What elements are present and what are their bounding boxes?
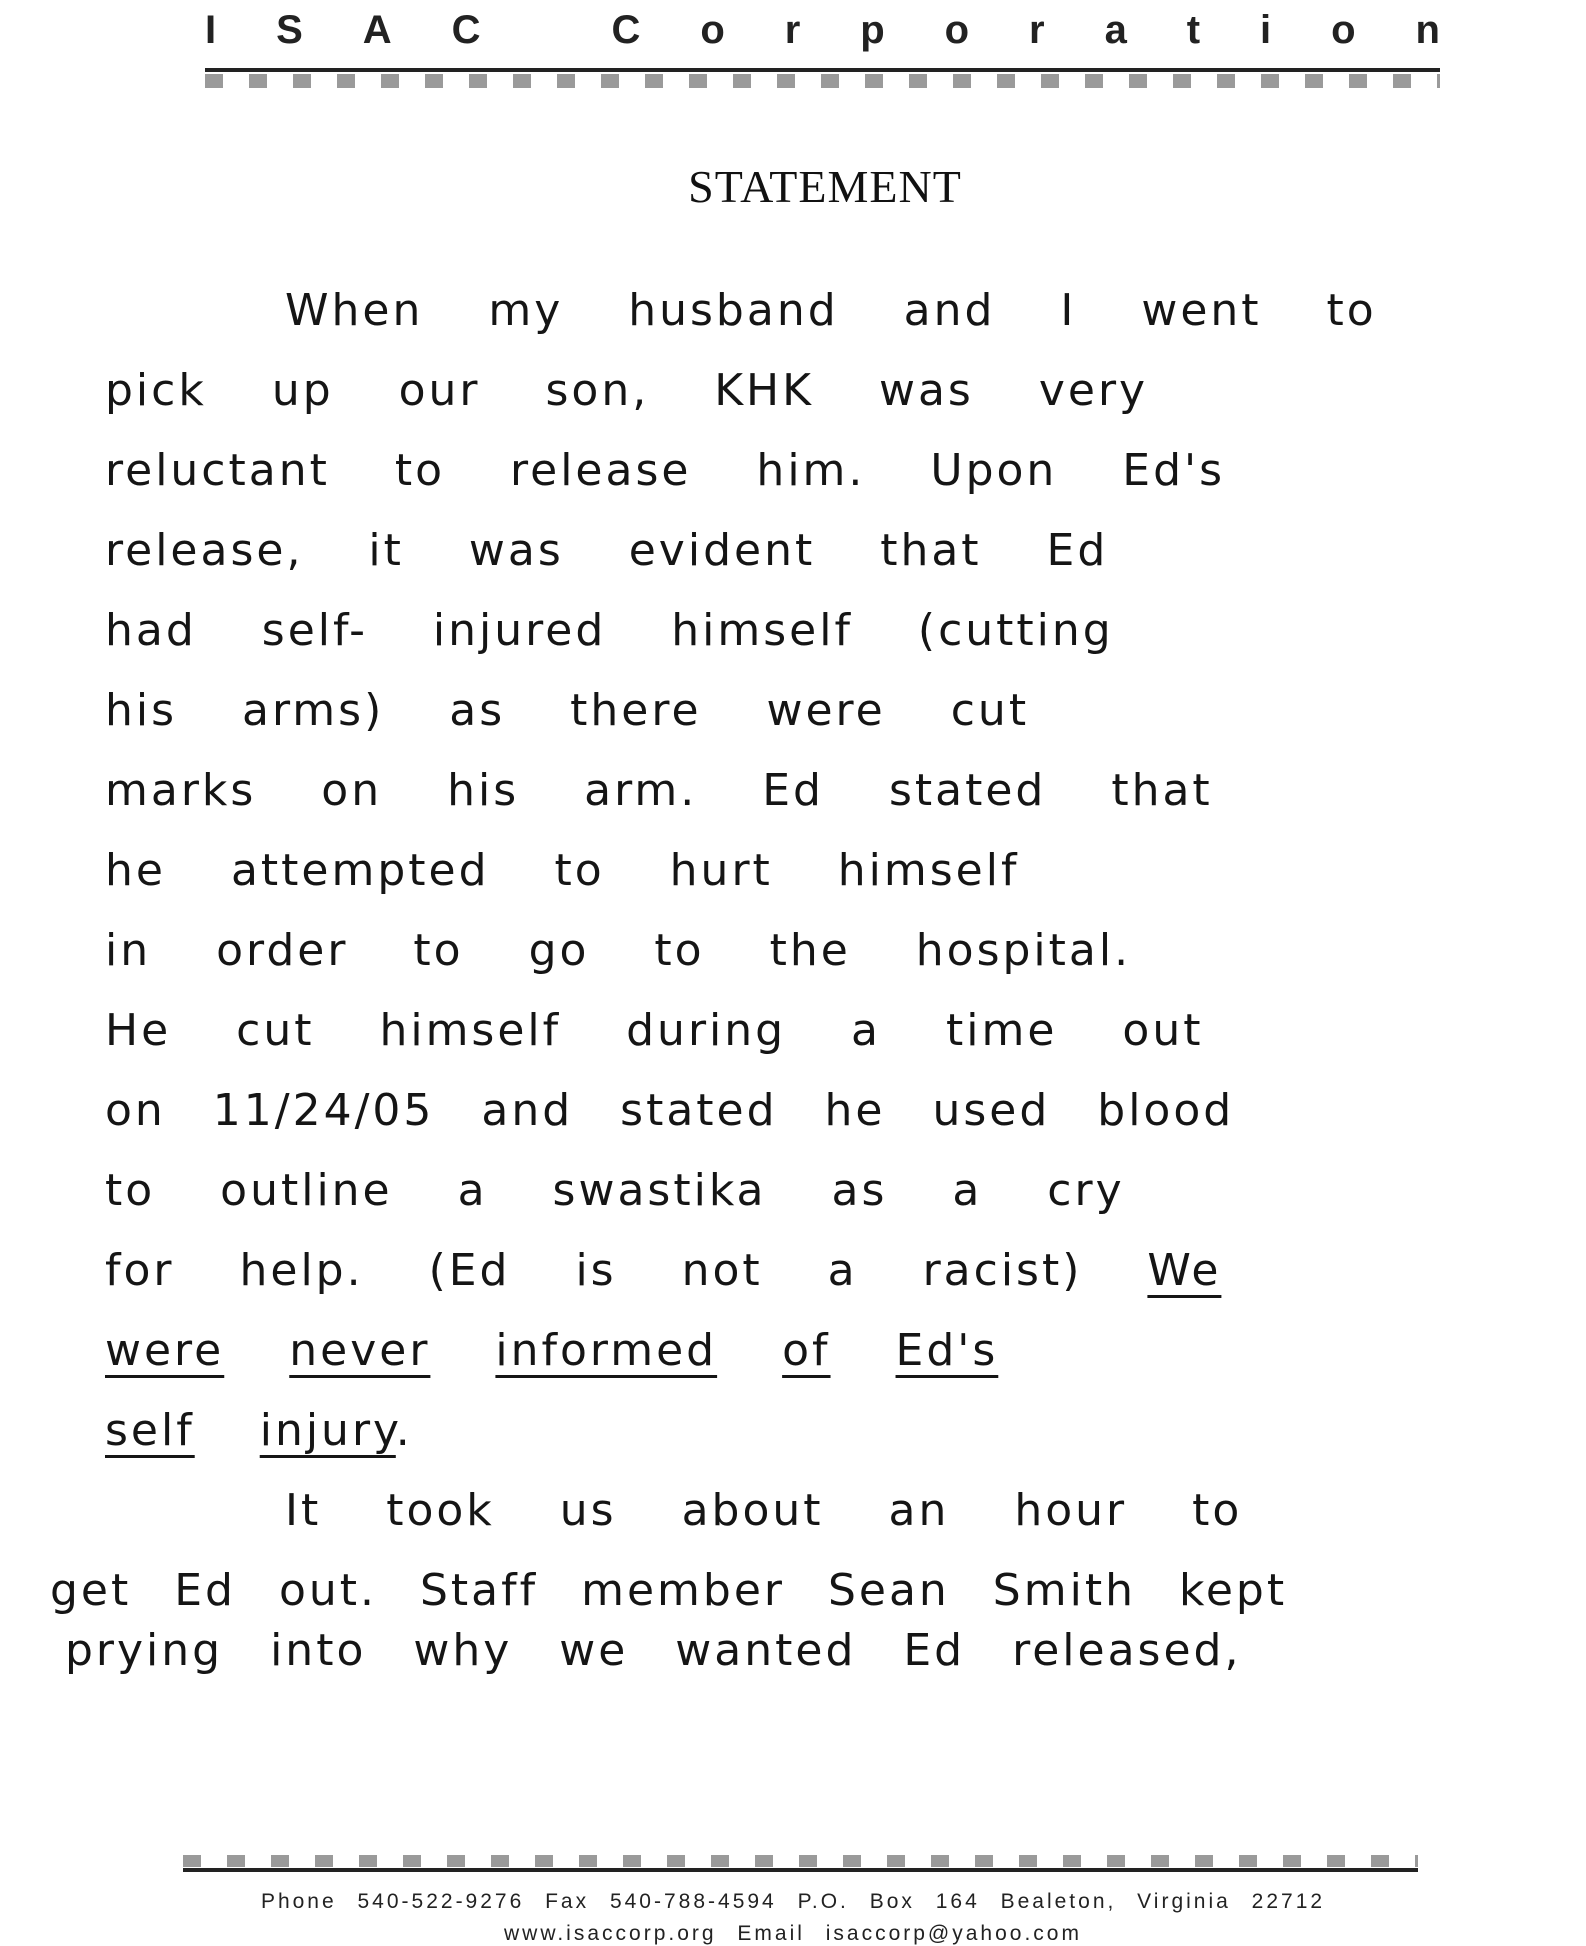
statement-line: prying into why we wanted Ed released, bbox=[65, 1625, 1242, 1676]
page-title: STATEMENT bbox=[688, 161, 962, 212]
statement-line: had self- injured himself (cutting bbox=[105, 605, 1114, 656]
letterhead bbox=[205, 0, 1440, 60]
statement-line: self injury. bbox=[105, 1405, 413, 1456]
statement-line: When my husband and I went to bbox=[285, 285, 1377, 336]
letterhead-rule bbox=[205, 68, 1440, 72]
underlined-word: were bbox=[105, 1325, 225, 1376]
letterhead-letter: C bbox=[451, 7, 481, 52]
statement-line: he attempted to hurt himself bbox=[105, 845, 1020, 896]
letterhead-letter: S bbox=[276, 7, 303, 52]
letterhead-letter: o bbox=[700, 7, 725, 52]
statement-line: reluctant to release him. Upon Ed's bbox=[105, 445, 1226, 496]
underlined-word: never bbox=[289, 1325, 431, 1376]
statement-line: He cut himself during a time out bbox=[105, 1005, 1204, 1056]
statement-line: in order to go to the hospital. bbox=[105, 925, 1132, 976]
footer-contact: Phone 540-522-9276 Fax 540-788-4594 P.O. Box 164 Bealeton, Virginia 22712 bbox=[260, 1890, 1326, 1913]
letterhead-letter: I bbox=[205, 7, 217, 52]
footer-rule bbox=[183, 1868, 1418, 1872]
statement-line: marks on his arm. Ed stated that bbox=[105, 765, 1213, 816]
underlined-word: We bbox=[1147, 1245, 1222, 1296]
statement-line: to outline a swastika as a cry bbox=[105, 1165, 1125, 1216]
statement-line bbox=[105, 1245, 1221, 1315]
statement-line: on 11/24/05 and stated he used blood bbox=[105, 1085, 1235, 1136]
statement-line: pick up our son, KHK was very bbox=[105, 365, 1149, 416]
underlined-word: self bbox=[105, 1405, 195, 1456]
underlined-word: Ed's bbox=[895, 1325, 999, 1376]
statement-line: release, it was evident that Ed bbox=[105, 525, 1109, 576]
underlined-word: of bbox=[782, 1325, 831, 1376]
statement-line: It took us about an hour to bbox=[285, 1485, 1243, 1536]
letterhead-checker-border bbox=[205, 74, 1440, 88]
statement-line-text: for help. (Ed is not a racist) bbox=[105, 1245, 1083, 1296]
statement-line: get Ed out. Staff member Sean Smith kept bbox=[50, 1565, 1288, 1616]
letterhead-letter: p bbox=[860, 7, 885, 52]
footer-web: www.isaccorp.org Email isaccorp@yahoo.com bbox=[504, 1922, 1082, 1945]
letterhead-letter: n bbox=[1415, 7, 1440, 52]
footer-checker-border bbox=[183, 1855, 1418, 1867]
letterhead-letter: r bbox=[1029, 7, 1045, 52]
statement-line: his arms) as there were cut bbox=[105, 685, 1030, 736]
letterhead-letter: t bbox=[1186, 7, 1201, 52]
letterhead-gap bbox=[540, 8, 551, 53]
statement-line bbox=[105, 1325, 998, 1395]
letterhead-letter: o bbox=[1331, 7, 1356, 52]
letterhead-letter: a bbox=[1104, 7, 1127, 52]
underlined-word: injury bbox=[259, 1405, 396, 1456]
letterhead-letter: i bbox=[1260, 7, 1272, 52]
letterhead-letter: r bbox=[784, 7, 801, 52]
letterhead-letter: A bbox=[362, 7, 392, 52]
letterhead-letter: C bbox=[611, 7, 641, 52]
letterhead-letter: o bbox=[944, 7, 970, 52]
underlined-word: informed bbox=[495, 1325, 718, 1376]
